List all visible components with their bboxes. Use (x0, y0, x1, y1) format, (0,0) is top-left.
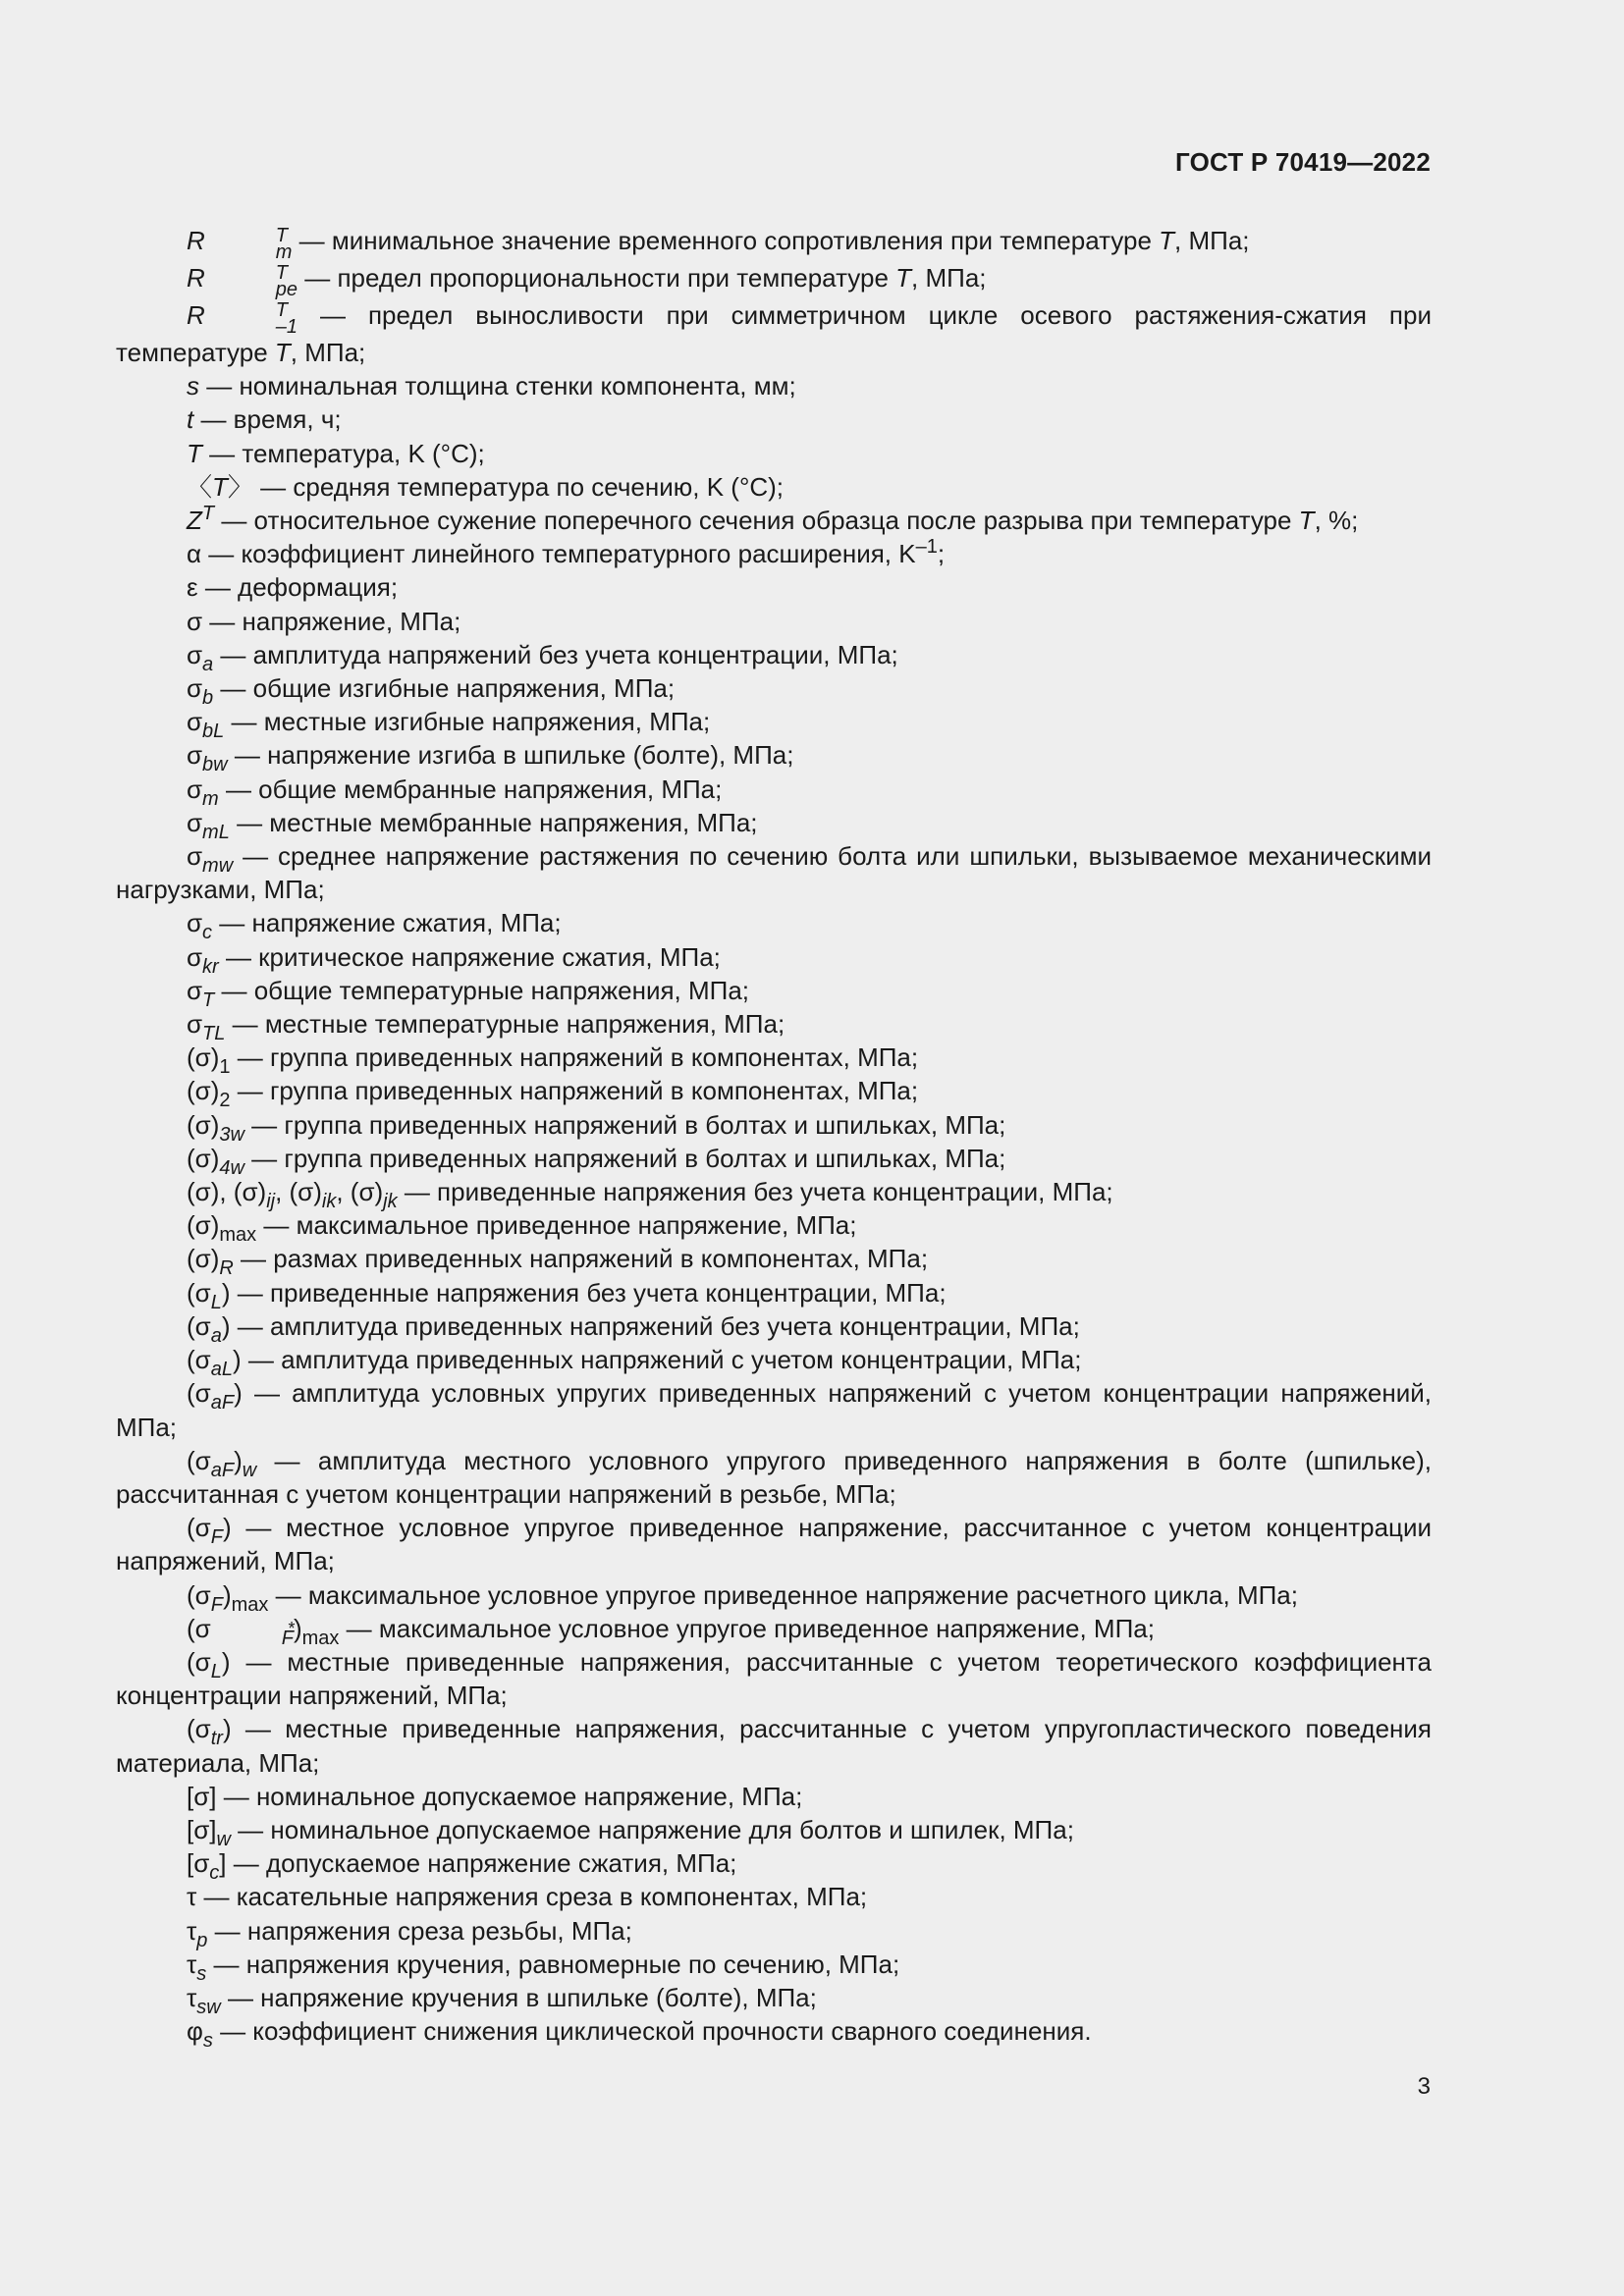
symbol-entry (116, 1074, 1432, 1112)
symbol-description: — максимальное приведенное напряжение, МПа; (256, 1210, 857, 1241)
symbol-entry (116, 638, 1432, 675)
symbol: $(\sigma_L)$ (187, 1646, 231, 1682)
symbol-description: — общие мембранные напряжения, МПа; (218, 774, 723, 804)
symbol-entry (116, 974, 1432, 1011)
symbol-description: — средняя температура по сечению, K (°С); (252, 471, 784, 502)
symbol (187, 1042, 231, 1079)
symbol-description: — напряжения кручения, равномерные по сечению, МПа; (206, 1949, 900, 1979)
symbol-base: τ (187, 1982, 197, 2012)
symbol-subscript: mL (202, 821, 230, 843)
symbol-entry (116, 1612, 1432, 1649)
symbol (187, 1882, 196, 1911)
symbol (187, 539, 201, 568)
symbol-subscript: R (219, 1257, 234, 1280)
symbol-description: — амплитуда условных упругих приведенных напряжений с учетом концентрации напряжений, МПа; (116, 1378, 1432, 1442)
symbol-description: — группа приведенных напряжений в болтах и шпильках, МПа; (244, 1109, 1006, 1140)
symbol-description: — амплитуда приведенных напряжений без учета концентрации, МПа; (230, 1310, 1080, 1341)
symbol-base: (σ) (187, 1076, 220, 1106)
symbol-subscript: b (202, 687, 214, 710)
symbol-base: [σ] (187, 1814, 217, 1844)
symbol-subscript: mw (202, 855, 234, 878)
symbol-indices (205, 299, 298, 338)
symbol-subscript: F (281, 1627, 294, 1649)
symbol-subscript: F (210, 1593, 223, 1616)
symbol (187, 1949, 207, 1985)
symbol-entry (116, 1142, 1432, 1179)
symbol-base: ε (187, 572, 198, 603)
symbol-subscript: jk (383, 1191, 398, 1213)
variable-T: T (1159, 226, 1175, 255)
symbol-entry (116, 906, 1432, 944)
symbol-subscript: 2 (219, 1090, 231, 1112)
symbol-subscript: m (275, 241, 293, 263)
symbol (187, 774, 219, 810)
symbol-description: — предел пропорциональности при температуре T, МПа; (298, 263, 987, 293)
symbol-base: R (187, 300, 205, 330)
symbol-entry (116, 738, 1432, 776)
symbol-base: Z (187, 506, 202, 536)
symbol-description: — местные приведенные напряжения, рассчитанные с учетом упругопластического поведения материала, МПа; (116, 1714, 1432, 1778)
symbol-description: — местные изгибные напряжения, МПа; (224, 707, 711, 737)
symbol-description: — общие изгибные напряжения, МПа; (213, 673, 676, 704)
symbol-base: σ (187, 908, 203, 938)
symbol (187, 262, 298, 300)
symbol (187, 1782, 217, 1811)
symbol-description: — допускаемое напряжение сжатия, МПа; (226, 1848, 737, 1879)
symbol: $(\sigma_{aL})$ (187, 1345, 242, 1381)
symbol-description: — номинальная толщина стенки компонента, мм; (199, 371, 796, 401)
symbol (187, 1009, 226, 1045)
symbol-subscript: w (242, 1459, 257, 1481)
symbol-subscript: 3w (219, 1123, 244, 1146)
symbol: $(\sigma_{aF})_w$ (187, 1445, 257, 1481)
symbol-subscript: bL (202, 721, 225, 743)
symbol-base: (σ (187, 1310, 211, 1341)
symbol-entry (116, 1880, 1432, 1913)
symbol-description: — амплитуда приведенных напряжений с учетом концентрации, МПа; (241, 1345, 1082, 1375)
symbol (187, 841, 234, 878)
symbol-entry (116, 1242, 1432, 1280)
symbol-entry (116, 940, 1432, 978)
symbol-description: — группа приведенных напряжений в компонентах, МПа; (230, 1076, 919, 1106)
symbol-base: (σ (187, 1714, 211, 1744)
symbol-entry (116, 1108, 1432, 1146)
symbol-description: — минимальное значение временного сопротивления при температуре T, МПа; (292, 226, 1250, 255)
symbol-subscript: max (231, 1593, 269, 1616)
symbol-base: σ (187, 774, 203, 804)
symbol (187, 807, 230, 843)
symbol-base: (σ (187, 1613, 211, 1643)
symbol-description: — группа приведенных напряжений в болтах и шпильках, МПа; (244, 1143, 1006, 1173)
symbol-entry (116, 1444, 1432, 1511)
symbol-description: — напряжения среза резьбы, МПа; (207, 1915, 632, 1946)
symbol-subscript: ik (321, 1191, 337, 1213)
symbol-subscript: –1 (275, 316, 298, 338)
symbol-entry (116, 1376, 1432, 1443)
symbol-base: σ (187, 807, 203, 837)
symbol-subscript: sw (196, 1996, 221, 2018)
symbol-base: (σ) (187, 1042, 220, 1073)
symbol-description: — время, ч; (193, 404, 342, 435)
symbol-entry (116, 773, 1432, 810)
symbol: $[\sigma_c]$ (187, 1848, 227, 1885)
symbol-description: — касательные напряжения среза в компонентах, МПа; (196, 1882, 868, 1912)
symbol-indices (205, 262, 298, 300)
symbol-entry (116, 1309, 1432, 1347)
symbol-entry (116, 369, 1432, 402)
symbol-entry (116, 1578, 1432, 1616)
symbol-entry (116, 224, 1432, 261)
symbol-description: — деформация; (197, 572, 399, 603)
symbol-entry (116, 261, 1432, 298)
symbol-subscript: a (202, 653, 214, 675)
symbol-entry (116, 298, 1432, 369)
symbol-subscript: 4w (219, 1156, 244, 1179)
symbol-subscript: w (216, 1828, 231, 1850)
symbol-entry (116, 671, 1432, 710)
variable-T: T (274, 338, 291, 367)
symbol-subscript: c (202, 922, 213, 944)
symbol-description: — амплитуда местного условного упругого приведенного напряжения в болте (шпильке), рассчитанная с учетом концентрации напряжений в резьбе, МПа; (116, 1445, 1432, 1509)
symbol-description: — группа приведенных напряжений в компонентах, МПа; (230, 1042, 919, 1073)
symbol-entry (116, 1041, 1432, 1079)
symbol-base: σ (187, 841, 203, 872)
symbol-base: σ (187, 606, 203, 636)
symbol-superscript: T (275, 299, 288, 321)
document-code: ГОСТ Р 70419—2022 (1175, 147, 1431, 177)
symbol-base: (σ (187, 1445, 211, 1475)
symbol-base: σ (187, 673, 203, 704)
symbol-base: α (187, 539, 202, 569)
symbol-base: (σ (187, 1646, 211, 1677)
symbol-base: (σ), (σ) (187, 1177, 267, 1207)
symbol-subscript: aL (210, 1359, 233, 1381)
symbol-subscript: aF (210, 1459, 235, 1481)
symbol (187, 439, 202, 468)
symbol-base: T (187, 438, 202, 468)
symbol: $(\sigma_{tr})$ (187, 1714, 232, 1750)
symbol (187, 2016, 213, 2053)
symbol-description: — размах приведенных напряжений в компонентах, МПа; (233, 1244, 929, 1274)
unit-superscript: –1 (915, 536, 938, 559)
symbol-entry (116, 1511, 1432, 1577)
symbol-base: (σ (187, 1277, 211, 1308)
symbol-base: t (187, 404, 194, 435)
symbol-description: — местные мембранные напряжения, МПа; (229, 807, 758, 837)
symbol (187, 1814, 231, 1850)
symbol-description: — местное условное упругое приведенное напряжение, рассчитанное с учетом концентрации напряжений, МПа; (116, 1513, 1432, 1576)
symbol-subscript: s (202, 2030, 213, 2053)
symbol-base: (σ) (187, 1143, 220, 1173)
symbol-entry (116, 1175, 1432, 1213)
symbol-entry (116, 1780, 1432, 1813)
symbol-superscript: T (275, 262, 288, 284)
symbol (187, 1109, 244, 1146)
symbol-subscript: ij (266, 1191, 276, 1213)
symbol-entry (116, 839, 1432, 906)
symbol-subscript: aF (210, 1392, 235, 1415)
symbol-base: R (187, 263, 205, 293)
symbol (187, 1915, 208, 1951)
symbol (187, 371, 199, 400)
symbol-entry (116, 705, 1432, 743)
symbol-entry (116, 537, 1432, 570)
symbol-entry (116, 1343, 1432, 1381)
symbol-base: T (212, 471, 228, 502)
symbol (187, 673, 214, 710)
symbol (187, 1143, 244, 1179)
symbol-subscript: tr (210, 1728, 223, 1750)
symbol-description: — номинальное допускаемое напряжение, МПа; (216, 1781, 803, 1811)
symbol-base: σ (187, 707, 203, 737)
symbol-base: τ (187, 1915, 197, 1946)
symbol-description: — напряжение кручения в шпильке (болте), МПа; (220, 1982, 817, 2012)
symbol-subscript: c (209, 1862, 220, 1885)
symbol-base: τ (187, 1949, 197, 1979)
symbol-base: σ (187, 941, 203, 972)
symbol-description: — амплитуда напряжений без учета концентрации, МПа; (213, 639, 898, 669)
symbol-description: — местные приведенные напряжения, рассчитанные с учетом теоретического коэффициента концентрации напряжений, МПа; (116, 1646, 1432, 1711)
symbol-entry (116, 1208, 1432, 1247)
symbol (187, 740, 228, 776)
symbol (187, 299, 298, 338)
symbol (187, 941, 219, 978)
symbol-entry (116, 1813, 1432, 1850)
symbol-base: φ (187, 2016, 203, 2047)
variable-T: T (1298, 506, 1315, 536)
symbol-subscript: kr (202, 955, 219, 978)
symbol-subscript: TL (202, 1023, 226, 1045)
symbol-entry (116, 605, 1432, 638)
symbol-superscript: T (201, 503, 215, 525)
symbol-description: — относительное сужение поперечного сечения образца после разрыва при температуре T, %; (214, 506, 1359, 536)
symbol (187, 1210, 257, 1247)
symbol-entry (116, 1645, 1432, 1712)
symbol-base: R (187, 226, 205, 255)
symbol-subscript: s (196, 1962, 207, 1985)
symbol-description: — местные температурные напряжения, МПа; (225, 1009, 785, 1040)
symbol-subscript: F (210, 1526, 223, 1549)
symbol: $(\sigma_F)$ (187, 1513, 232, 1549)
symbol-superscript: T (275, 225, 288, 246)
symbol-subscript: L (210, 1660, 222, 1682)
symbol-base: (σ (187, 1513, 211, 1543)
symbol-description: — номинальное допускаемое напряжение для болтов и шпилек, МПа; (230, 1814, 1074, 1844)
symbol-description: — предел выносливости при симметричном цикле осевого растяжения-сжатия при температуре T, МПа; (116, 300, 1432, 367)
symbol (187, 503, 215, 536)
symbol-base: (σ) (187, 1244, 220, 1274)
symbol-description: — общие температурные напряжения, МПа; (214, 975, 750, 1005)
symbol-base: (σ) (187, 1109, 220, 1140)
symbol-description: — коэффициент снижения циклической прочности сварного соединения. (212, 2016, 1092, 2047)
symbol: (σ $_F)_{max}$ (187, 1613, 340, 1649)
symbol (187, 908, 213, 944)
symbol-entry (116, 1914, 1432, 1951)
symbol-subscript: max (301, 1627, 340, 1649)
symbol-base: (σ (187, 1579, 211, 1610)
symbol-base: σ (187, 639, 203, 669)
symbol-entry (116, 2014, 1432, 2053)
symbol-description: — коэффициент линейного температурного расширения, $K^{-1}$; (201, 536, 946, 569)
symbol (187, 225, 293, 263)
symbol-description: — напряжение, МПа; (202, 606, 461, 636)
symbol-base: (σ (187, 1378, 211, 1409)
symbol-base: s (187, 371, 199, 401)
variable-T: T (895, 263, 912, 293)
symbol-description: — напряжение изгиба в шпильке (болте), МПа; (227, 740, 794, 771)
symbol-base: (σ) (187, 1210, 220, 1241)
symbol-subscript: pe (275, 279, 298, 300)
symbol-description: — критическое напряжение сжатия, МПа; (218, 941, 721, 972)
symbol-base: σ (187, 1009, 203, 1040)
symbol: $(\sigma_{aF})$ (187, 1378, 243, 1415)
symbol-subscript: 1 (219, 1056, 231, 1079)
symbol-entry (116, 806, 1432, 843)
symbol-subscript: a (210, 1324, 222, 1347)
symbol-base: σ (187, 740, 203, 771)
symbol-entry (116, 1846, 1432, 1885)
symbol-subscript: bw (202, 754, 228, 776)
symbol-base: σ (187, 975, 203, 1005)
symbol (187, 975, 215, 1011)
symbol-base: τ (187, 1882, 197, 1912)
symbol-entry (116, 1712, 1432, 1779)
symbol-entry (116, 570, 1432, 604)
symbol-entry (116, 1276, 1432, 1313)
symbol-description: — среднее напряжение растяжения по сечению болта или шпильки, вызываемое механическими нагрузками, МПа; (116, 841, 1432, 905)
symbol-description: — температура, K (°С); (201, 438, 485, 468)
symbol-description: — максимальное условное упругое приведенное напряжение расчетного цикла, МПа; (268, 1579, 1298, 1610)
symbol-entry (116, 1007, 1432, 1045)
symbol: (σ), $(\sigma)_{ij}$, $(\sigma)_{ik}$, $(\sigma)_{jk}$ (187, 1177, 398, 1213)
symbols-list (116, 224, 1432, 2053)
symbol: $(\sigma_a)$ (187, 1310, 231, 1347)
symbol-entry (116, 437, 1432, 470)
symbol: 〈T〉 (187, 471, 253, 502)
symbol-entry (116, 402, 1432, 436)
symbol-description: — приведенные напряжения без учета концентрации, МПа; (397, 1177, 1113, 1207)
symbol-description: — приведенные напряжения без учета концентрации, МПа; (230, 1277, 947, 1308)
symbol-subscript: m (202, 787, 219, 810)
symbol (187, 1982, 221, 2018)
symbol-base: [σ] (187, 1781, 217, 1811)
symbol: $(\sigma_L)$ (187, 1277, 231, 1313)
page-number: 3 (1417, 2073, 1431, 2100)
symbol (187, 707, 225, 743)
symbol-subscript: max (219, 1224, 257, 1247)
symbol (187, 1076, 231, 1112)
symbol-description: — напряжение сжатия, МПа; (212, 908, 562, 938)
symbol (187, 607, 202, 636)
symbol: $(\sigma_F)_{max}$ (187, 1579, 269, 1616)
symbol-entry (116, 504, 1432, 537)
symbol-subscript: p (196, 1929, 208, 1951)
symbol-base: [σ (187, 1848, 210, 1879)
symbol (187, 1244, 234, 1280)
symbol-entry (116, 470, 1432, 504)
symbol-entry (116, 1948, 1432, 1985)
symbol-entry (116, 1981, 1432, 2018)
symbol-indices (205, 225, 293, 263)
symbol-subscript: T (202, 988, 215, 1011)
symbol (187, 639, 214, 675)
symbol (187, 572, 198, 602)
symbol-subscript: L (210, 1291, 222, 1313)
symbol-base: (σ (187, 1345, 211, 1375)
symbol-description: — максимальное условное упругое приведенное напряжение, МПа; (339, 1613, 1155, 1643)
